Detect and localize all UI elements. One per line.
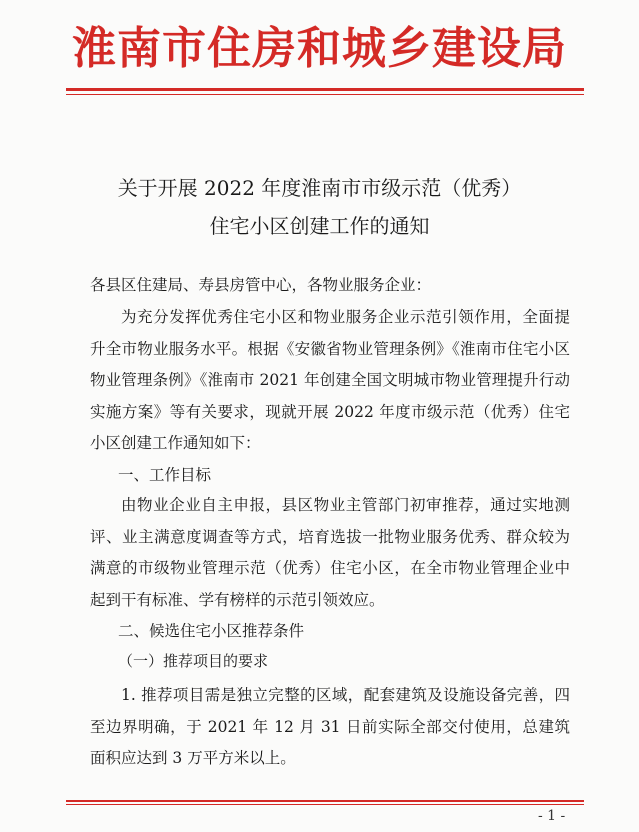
requirements-paragraph: 1. 推荐项目需是独立完整的区域，配套建筑及设施设备完善，四至边界明确，于 2021 年 12 月 31 日前实际全部交付使用，总建筑面积应达到 3 万平方米以上。: [90, 686, 570, 767]
header-rule-thin: [66, 94, 584, 95]
subsection-heading-requirements: （一）推荐项目的要求: [118, 652, 269, 670]
page-number: - 1 -: [538, 808, 566, 824]
intro-paragraph: 为充分发挥优秀住宅小区和物业服务企业示范引领作用，全面提升全市物业服务水平。根据《安徽省物业管理条例》《淮南市住宅小区物业管理条例》《淮南市 2021 年创建全国文明城市物业管理提升行动实施方案》等有关要求，现就开展 2022 年度市级示范（优秀）住宅小区创建工作通知如下：: [90, 308, 570, 452]
goals-paragraph: 由物业企业自主申报，县区物业主管部门初审推荐，通过实地测评、业主满意度调查等方式，培育选拔一批物业服务优秀、群众较为满意的市级物业管理示范（优秀）住宅小区，在全市物业管理企业中起到干有标准、学有榜样的示范引领效应。: [90, 496, 570, 609]
document-title-line-2: 住宅小区创建工作的通知: [209, 214, 430, 238]
document-title-line-1: 关于开展 2022 年度淮南市市级示范（优秀）: [117, 176, 522, 200]
header-rule-thick: [66, 88, 584, 91]
footer-rule-thick: [66, 800, 584, 802]
footer-rule-thin: [66, 804, 584, 805]
section-heading-conditions: 二、候选住宅小区推荐条件: [118, 622, 305, 640]
issuer-masthead: 淮南市住房和城乡建设局: [72, 23, 567, 74]
salutation: 各县区住建局、寿县房管中心，各物业服务企业：: [90, 276, 432, 294]
section-heading-goals: 一、工作目标: [118, 466, 212, 484]
